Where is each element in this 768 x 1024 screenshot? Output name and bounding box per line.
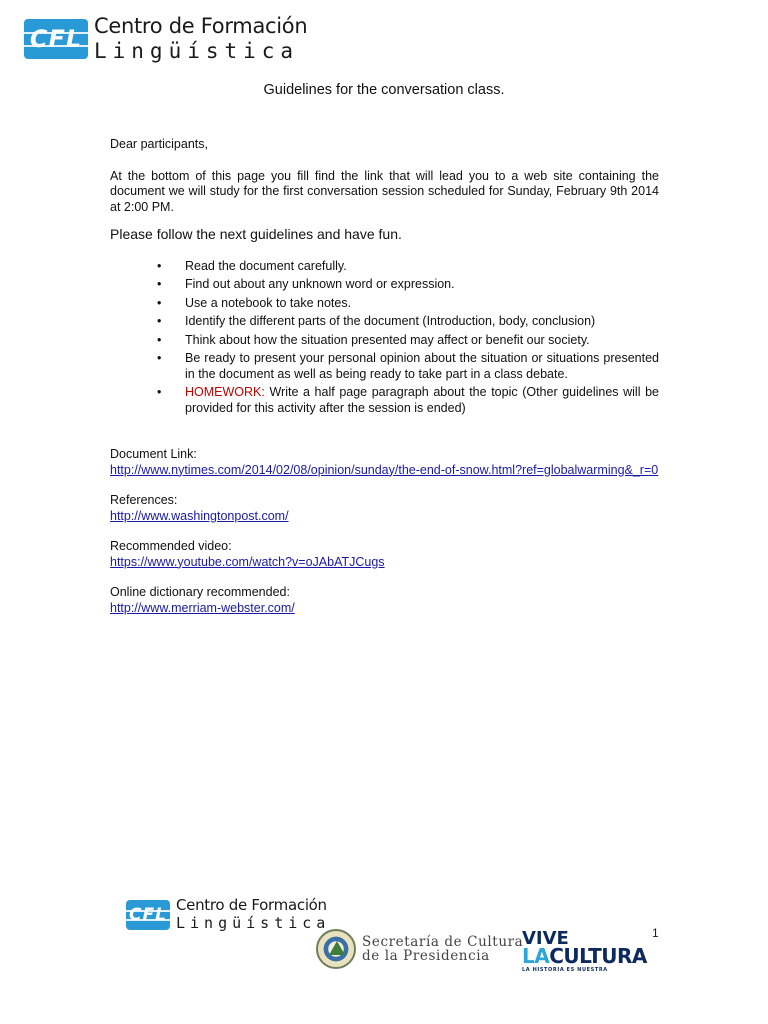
secretaria-logo-text xyxy=(362,935,523,963)
secretaria-line1: Secretaría de Cultura xyxy=(362,934,524,950)
logo-line2: Lingüística xyxy=(176,914,331,932)
bullet-icon: • xyxy=(157,332,162,347)
page-title: Guidelines for the conversation class. xyxy=(263,82,505,98)
logo-line1: Centro de Formación xyxy=(94,14,308,38)
intro-paragraph: At the bottom of this page you fill find the link that will lead you to a web site containing the document we will study for the first conversation session scheduled for Sunday, February 9th 2014 at 2:00 PM. xyxy=(110,168,659,214)
dictionary-label: Online dictionary recommended: xyxy=(110,585,290,599)
document-link-label: Document Link: xyxy=(110,447,197,461)
vive-tagline: LA HISTORIA ES NUESTRA xyxy=(522,967,608,974)
greeting: Dear participants, xyxy=(110,137,208,151)
video-link[interactable]: https://www.youtube.com/watch?v=oJAbATJCugs xyxy=(110,554,385,569)
document-body xyxy=(110,137,659,631)
logo-line1: Centro de Formación xyxy=(176,896,327,914)
logo-line2: Lingüística xyxy=(94,39,300,63)
bullet-icon: • xyxy=(157,351,162,365)
bullet-icon: • xyxy=(157,385,162,399)
references-link[interactable]: http://www.washingtonpost.com/ xyxy=(110,508,289,523)
secretaria-line2: de la Presidencia xyxy=(362,948,490,964)
document-link[interactable]: http://www.nytimes.com/2014/02/08/opinion/sunday/the-end-of-snow.html?ref=globalwarming&_r=0 xyxy=(110,462,659,477)
cfl-logo-mark xyxy=(24,19,88,59)
list-item: • Find out about any unknown word or expression. xyxy=(157,277,455,291)
logo-mark-text: CFL xyxy=(129,904,167,925)
homework-text: Write a half page paragraph about the topic (Other guidelines will be provided for this activity after the session is ended) xyxy=(185,385,659,415)
cfl-logo-mark xyxy=(126,900,170,930)
guidelines-heading: Please follow the next guidelines and have fun. xyxy=(110,226,402,242)
logo-mark-text: CFL xyxy=(29,25,83,53)
links-section xyxy=(110,447,659,616)
list-item: • Be ready to present your personal opinion about the situation or situations presented in the document as well as being ready to take part in a class debate. xyxy=(157,351,659,381)
header-logo xyxy=(24,16,307,62)
vive-line2-b: CULTURA xyxy=(549,944,647,969)
homework-label: HOMEWORK: xyxy=(185,385,265,399)
guidelines-list xyxy=(157,258,659,417)
bullet-icon: • xyxy=(157,314,162,328)
list-item: • Use a notebook to take notes. xyxy=(157,295,352,310)
homework-item xyxy=(157,385,659,416)
coat-of-arms-icon xyxy=(316,929,356,969)
vive-line2-a: LA xyxy=(522,944,550,969)
footer-logo xyxy=(126,898,330,931)
bullet-icon: • xyxy=(157,295,162,310)
list-item: • Read the document carefully. xyxy=(157,258,347,273)
bullet-icon: • xyxy=(157,258,162,273)
bullet-icon: • xyxy=(157,277,162,291)
page-number: 1 xyxy=(652,926,659,940)
vive-line1: VIVE xyxy=(522,928,569,949)
list-item: • Think about how the situation presented may affect or benefit our society. xyxy=(157,332,590,347)
list-item: • Identify the different parts of the document (Introduction, body, conclusion) xyxy=(157,314,596,328)
dictionary-link[interactable]: http://www.merriam-webster.com/ xyxy=(110,600,295,615)
video-label: Recommended video: xyxy=(110,539,232,553)
references-label: References: xyxy=(110,493,178,507)
vive-la-cultura-logo xyxy=(522,930,647,973)
